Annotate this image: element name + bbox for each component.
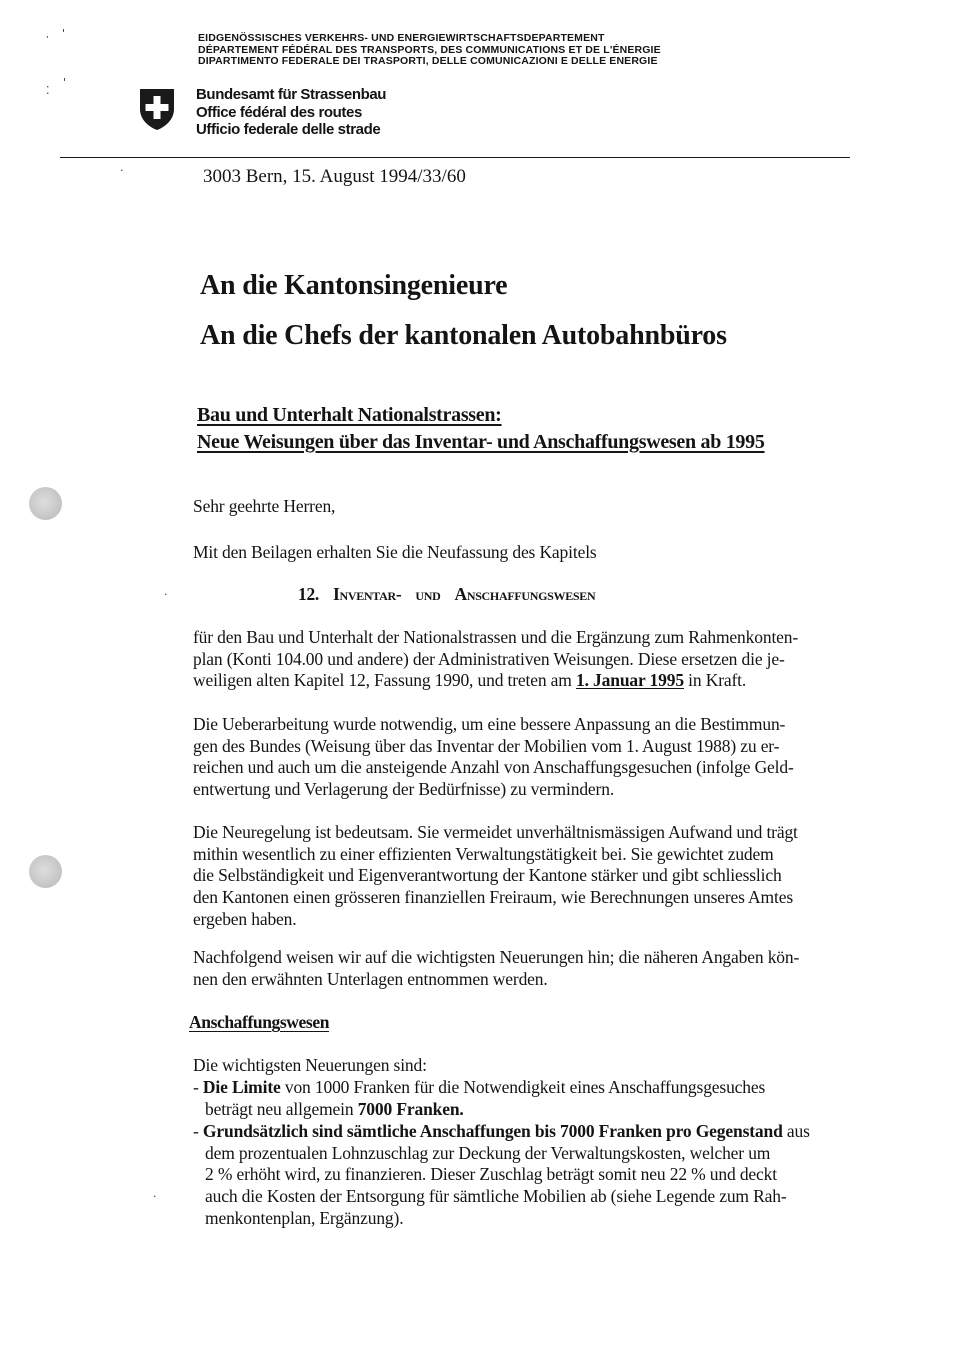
- scan-speck: ⸱: [46, 31, 49, 44]
- list-line: auch die Kosten der Entsorgung für sämtliche Mobilien ab (siehe Legende zum Rah-: [205, 1186, 787, 1207]
- text-run-bold: 7000 Franken.: [357, 1098, 464, 1119]
- list-item-2: [193, 1121, 873, 1230]
- section-heading: Anschaffungswesen: [189, 1012, 330, 1032]
- paragraph-line: entwertung und Verlagerung der Bedürfnisse) zu vermindern.: [193, 779, 615, 800]
- subject-line-1: Bau und Unterhalt Nationalstrassen:: [197, 404, 502, 426]
- list-dash: -: [193, 1121, 203, 1141]
- office-name: [196, 86, 386, 139]
- chapter-title: [298, 584, 595, 605]
- paragraph-line: reichen und auch um die ansteigende Anzahl von Anschaffungsgesuchen (infolge Geld-: [193, 757, 794, 778]
- addressee-1: An die Kantonsingenieure: [200, 270, 508, 301]
- scan-speck: ·: [164, 588, 168, 601]
- paragraph-line: [193, 670, 873, 692]
- paragraph-line: für den Bau und Unterhalt der Nationalstrassen und die Ergänzung zum Rahmenkonten-: [193, 627, 799, 647]
- subject-line-2: Neue Weisungen über das Inventar- und Anschaffungswesen ab 1995: [197, 431, 765, 453]
- list-line: 2 % erhöht wird, zu finanzieren. Dieser Zuschlag beträgt somit neu 22 % und deckt: [205, 1164, 777, 1185]
- intro-text: Mit den Beilagen erhalten Sie die Neufassung des Kapitels: [193, 542, 597, 562]
- text-run: beträgt neu allgemein: [205, 1098, 358, 1119]
- department-header: [198, 33, 661, 68]
- punch-hole: [29, 855, 62, 888]
- office-it: Ufficio federale delle strade: [196, 121, 381, 138]
- header-rule: [60, 157, 850, 158]
- list-dash: -: [193, 1077, 203, 1097]
- chapter-word-1: Inventar-: [332, 584, 402, 604]
- paragraph-line: gen des Bundes (Weisung über das Inventar der Mobilien vom 1. August 1988) zu er-: [193, 735, 780, 756]
- scan-speck: ': [63, 76, 67, 89]
- punch-hole: [29, 487, 62, 520]
- chapter-number: 12.: [298, 584, 319, 604]
- department-it: DIPARTIMENTO FEDERALE DEI TRASPORTI, DELLE COMUNICAZIONI E DELLE ENERGIE: [198, 55, 658, 67]
- date-line: 3003 Bern, 15. August 1994/33/60: [203, 166, 466, 187]
- paragraph-line: ergeben haben.: [193, 908, 297, 929]
- text-run: von 1000 Franken für die Notwendigkeit eines Anschaffungsgesuches: [280, 1077, 766, 1097]
- list-line: [193, 1077, 873, 1099]
- salutation: Sehr geehrte Herren,: [193, 496, 336, 516]
- paragraph-line: Die Neuregelung ist bedeutsam. Sie vermeidet unverhältnismässigen Aufwand und trägt: [193, 822, 798, 842]
- text-run: in Kraft.: [683, 670, 747, 691]
- paragraph-line: die Selbständigkeit und Eigenverantwortung der Kantone stärker und gibt schliesslich: [193, 865, 782, 886]
- paragraph-line: plan (Konti 104.00 und andere) der Administrativen Weisungen. Diese ersetzen die je-: [193, 648, 785, 669]
- scan-speck: ·: [153, 1190, 157, 1203]
- text-run-bold: Die Limite: [202, 1077, 281, 1097]
- paragraph-1: [193, 627, 873, 692]
- department-fr: DÉPARTEMENT FÉDÉRAL DES TRANSPORTS, DES COMMUNICATIONS ET DE L'ÉNERGIE: [198, 43, 661, 56]
- paragraph-line: den Kantonen einen grösseren finanziellen Freiraum, wie Berechnungen unseres Amtes: [193, 887, 793, 908]
- addressee-2: An die Chefs der kantonalen Autobahnbüros: [200, 320, 727, 351]
- list-intro: Die wichtigsten Neuerungen sind:: [193, 1055, 427, 1075]
- swiss-cross-shield-icon: [138, 87, 176, 131]
- paragraph-3: [193, 822, 873, 931]
- text-run: weiligen alten Kapitel 12, Fassung 1990, und treten am: [193, 670, 576, 691]
- paragraph-4: [193, 947, 873, 990]
- office-de: Bundesamt für Strassenbau: [196, 86, 387, 103]
- chapter-word-2: und: [415, 584, 441, 604]
- list-line: menkontenplan, Ergänzung).: [205, 1207, 404, 1228]
- subject: [197, 402, 765, 456]
- paragraph-line: mithin wesentlich zu einer effizienten Verwaltungstätigkeit bei. Sie gewichtet zudem: [193, 843, 774, 864]
- paragraph-line: nen den erwähnten Unterlagen entnommen werden.: [193, 968, 548, 989]
- department-de: EIDGENÖSSISCHES VERKEHRS- UND ENERGIEWIRTSCHAFTSDEPARTEMENT: [198, 32, 605, 44]
- list-line: [193, 1121, 873, 1143]
- list-item-1: [193, 1077, 873, 1120]
- text-run-bold: Grundsätzlich sind sämtliche Anschaffungen bis 7000 Franken pro Gegenstand: [202, 1121, 783, 1141]
- effective-date: 1. Januar 1995: [576, 670, 684, 691]
- scan-speck: ': [62, 27, 66, 40]
- chapter-word-3: Anschaffungswesen: [454, 584, 596, 604]
- list-line: dem prozentualen Lohnzuschlag zur Deckung der Verwaltungskosten, welcher um: [205, 1142, 771, 1163]
- list-line: [193, 1099, 873, 1121]
- office-fr: Office fédéral des routes: [196, 103, 362, 121]
- scan-speck: ·: [120, 164, 124, 177]
- paragraph-2: [193, 714, 873, 801]
- paragraph-line: Die Ueberarbeitung wurde notwendig, um eine bessere Anpassung an die Bestimmun-: [193, 714, 786, 734]
- text-run: aus: [782, 1121, 810, 1141]
- paragraph-line: Nachfolgend weisen wir auf die wichtigsten Neuerungen hin; die näheren Angaben kön-: [193, 947, 800, 967]
- scan-speck: ⁚: [46, 84, 50, 97]
